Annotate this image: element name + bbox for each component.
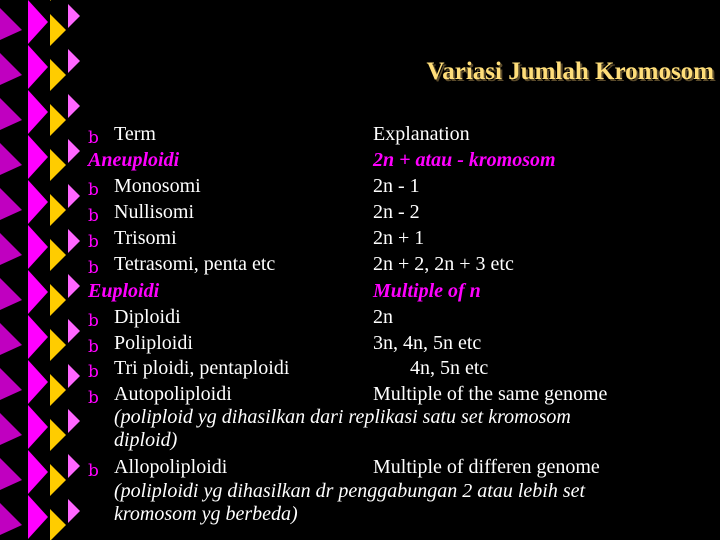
item-expl: 2n - 1 xyxy=(373,175,420,197)
item-term: Trisomi xyxy=(114,227,177,249)
item-term: Tetrasomi, penta etc xyxy=(114,253,276,275)
header-explanation: Explanation xyxy=(373,123,470,145)
decorative-side-strip xyxy=(0,0,80,540)
bullet-icon: b xyxy=(88,311,99,331)
item-expl: Multiple of differen genome xyxy=(373,456,600,478)
bullet-icon: b xyxy=(88,337,99,357)
bullet-icon: b xyxy=(88,206,99,226)
bullet-icon: b xyxy=(88,388,99,408)
autopoliploidi-note-line2: diploid) xyxy=(114,429,178,451)
item-term: Autopoliploidi xyxy=(114,383,232,405)
autopoliploidi-note-line1: (poliploid yg dihasilkan dari replikasi satu set kromosom xyxy=(114,406,571,428)
item-expl: 2n + 1 xyxy=(373,227,425,249)
item-term: Monosomi xyxy=(114,175,201,197)
euploidi-heading-expl: Multiple of n xyxy=(373,280,481,302)
bullet-icon: b xyxy=(88,180,99,200)
allopoliploidi-note-line2: kromosom yg berbeda) xyxy=(114,503,298,525)
header-term: Term xyxy=(114,123,156,145)
item-expl: 3n, 4n, 5n etc xyxy=(373,332,482,354)
euploidi-heading: Euploidi xyxy=(88,280,160,302)
bullet-icon: b xyxy=(88,232,99,252)
item-expl: 4n, 5n etc xyxy=(410,357,489,379)
item-expl: 2n - 2 xyxy=(373,201,420,223)
bullet-icon: b xyxy=(88,362,99,382)
item-term: Poliploidi xyxy=(114,332,193,354)
bullet-icon: b xyxy=(88,461,99,481)
aneuploidi-heading: Aneuploidi xyxy=(88,149,180,171)
item-term: Diploidi xyxy=(114,306,181,328)
bullet-icon: b xyxy=(88,128,99,148)
allopoliploidi-note-line1: (poliploidi yg dihasilkan dr penggabungan 2 atau lebih set xyxy=(114,480,586,502)
item-term: Nullisomi xyxy=(114,201,195,223)
item-expl: Multiple of the same genome xyxy=(373,383,608,405)
item-term: Tri ploidi, pentaploidi xyxy=(114,357,290,379)
item-term: Allopoliploidi xyxy=(114,456,228,478)
slide-title: Variasi Jumlah Kromosom xyxy=(426,58,714,85)
item-expl: 2n + 2, 2n + 3 etc xyxy=(373,253,514,275)
bullet-icon: b xyxy=(88,258,99,278)
aneuploidi-heading-expl: 2n + atau - kromosom xyxy=(373,149,556,171)
item-expl: 2n xyxy=(373,306,393,328)
